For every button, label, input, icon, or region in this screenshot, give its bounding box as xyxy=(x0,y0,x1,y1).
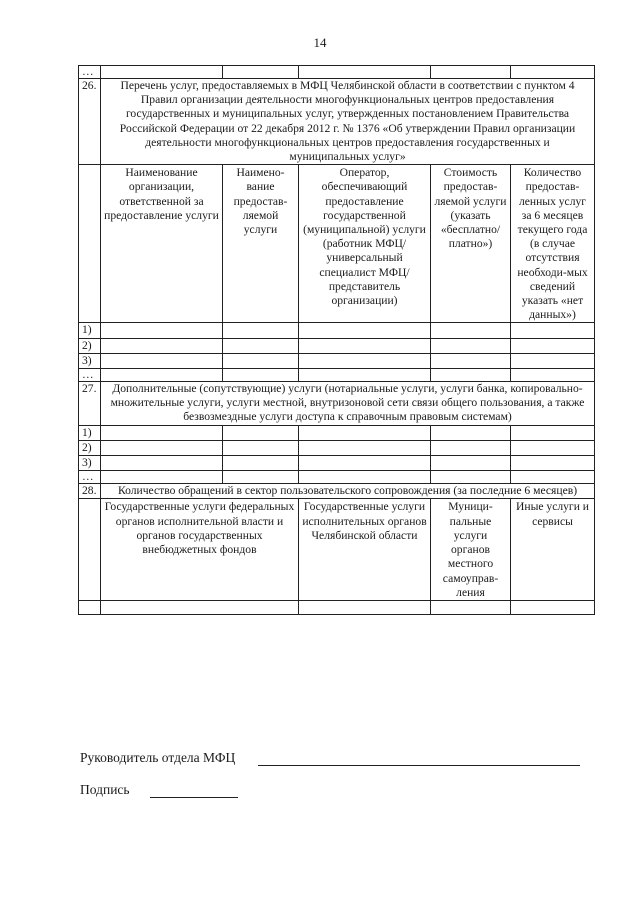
table-row xyxy=(79,440,595,455)
table-row xyxy=(79,600,595,614)
table-row xyxy=(79,425,595,440)
row-number: 3) xyxy=(79,353,101,368)
section-27-title: Дополнительные (сопутствующие) услуги (нотариальные услуги, услуги банка, копировально-множительные услуги, услуги местной, внутризоновой сети связи общего пользования, а также безвозмездные услуги доступа к справочным правовым системам) xyxy=(101,382,595,426)
col-organization-name: Наименование организации, ответственной за предоставление услуги xyxy=(101,165,223,323)
section-28-column-headers xyxy=(79,499,595,600)
table-row xyxy=(79,456,595,471)
ellipsis-row xyxy=(79,66,595,79)
col-operator: Оператор, обеспечивающий предоставление государственной (муниципальной) услуги (работник МФЦ/ универсальный специалист МФЦ/представитель организации) xyxy=(299,165,431,323)
col-other-services: Иные услуги и сервисы xyxy=(511,499,595,600)
table-row xyxy=(79,353,595,368)
col-federal-services: Государственные услуги федеральных органов исполнительной власти и органов государственных внебюджетных фондов xyxy=(101,499,299,600)
head-of-department-label: Руководитель отдела МФЦ xyxy=(80,750,236,765)
ellipsis-cell: … xyxy=(79,369,101,382)
section-28-header-row xyxy=(79,484,595,499)
ellipsis-row xyxy=(79,369,595,382)
section-27-number: 27. xyxy=(79,382,101,426)
col-service-name: Наимено-вание предостав-ляемой услуги xyxy=(223,165,299,323)
section-26-column-headers xyxy=(79,165,595,323)
row-number: 2) xyxy=(79,440,101,455)
ellipsis-row xyxy=(79,471,595,484)
section-27-header-row xyxy=(79,382,595,426)
head-of-department-line xyxy=(258,765,580,766)
col-services-count: Количество предостав-ленных услуг за 6 месяцев текущего года (в случае отсутствия необходи-мых сведений указать «нет данных») xyxy=(511,165,595,323)
row-number: 1) xyxy=(79,425,101,440)
col-municipal-services: Муници-пальные услуги органов местного самоуправ-ления xyxy=(431,499,511,600)
signature-line xyxy=(150,797,238,798)
signature-label: Подпись xyxy=(80,782,130,797)
col-regional-services: Государственные услуги исполнительных органов Челябинской области xyxy=(299,499,431,600)
row-number: 3) xyxy=(79,456,101,471)
ellipsis-cell: … xyxy=(79,66,101,79)
row-number: 1) xyxy=(79,323,101,338)
section-28-number: 28. xyxy=(79,484,101,499)
table-row xyxy=(79,323,595,338)
section-28-title: Количество обращений в сектор пользовательского сопровождения (за последние 6 месяцев) xyxy=(101,484,595,499)
col-service-cost: Стоимость предостав-ляемой услуги (указать «бесплатно/ платно») xyxy=(431,165,511,323)
section-26-header-row xyxy=(79,79,595,165)
mfc-report-table xyxy=(78,65,595,615)
table-row xyxy=(79,338,595,353)
section-26-number: 26. xyxy=(79,79,101,165)
row-number: 2) xyxy=(79,338,101,353)
page-number: 14 xyxy=(313,35,327,50)
ellipsis-cell: … xyxy=(79,471,101,484)
section-26-title: Перечень услуг, предоставляемых в МФЦ Челябинской области в соответствии с пунктом 4 Правил организации деятельности многофункциональных центров предоставления государственных и муниципальных услуг, утвержденных постановлением Правительства Российской Федерации от 22 декабря 2012 г. № 1376 «Об утверждении Правил организации деятельности многофункциональных центров предоставления государственных и муниципальных услуг» xyxy=(101,79,595,165)
